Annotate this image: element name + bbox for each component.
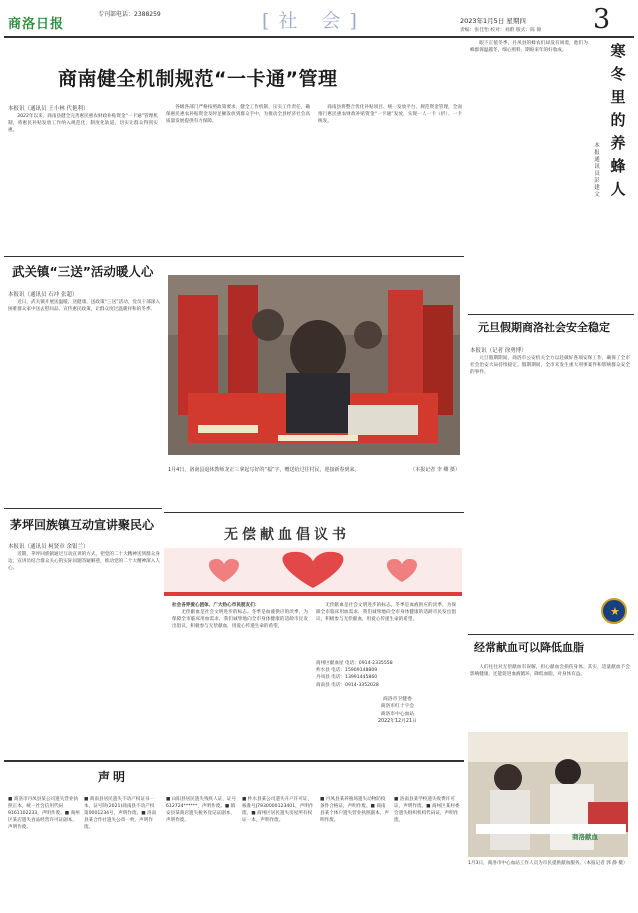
statement-label: 声明	[98, 770, 129, 784]
blood-proposal-paragraph-2: 无偿献血是社会文明进步的标志。冬季是血液供应的淡季，为保障全市临床用血需求，我们诚挚地向全市身体健康的适龄市民发出倡议，积极参与无偿献血，用爱心传递生命的希望。	[316, 603, 456, 623]
news-photo-calligraphy	[168, 275, 460, 455]
signature-org-1: 商洛市卫健委	[383, 697, 412, 702]
newspaper-logo: 商洛日报	[8, 17, 65, 32]
blood-proposal-paragraph: 无偿献血是社会文明进步的标志。冬季是血液供应的淡季，为保障全市临床用血需求，我们诚挚地向全市身体健康的适龄市民发出倡议，积极参与无偿献血，用爱心传递生命的希望。	[172, 610, 308, 630]
statement-column-2: ■ 商南县居民遗失不动产权证书一本，证号陕(2021)商南县不动产权第0001234号，声明作废。■ 洛南县某合作社遗失公章一枚，声明作废。	[84, 797, 157, 830]
department-phone: 专刊部电话：2388259	[98, 11, 161, 18]
blood-contact-item: 柞水县 电话：15909148809	[316, 668, 378, 674]
statement-column-1: ■ 商洛市丹凤县某公司遗失营业执照正本，统一社会信用代码9161102233，声明作废。■ 商州区某店遗失食品经营许可证副本，声明作废。	[8, 797, 80, 830]
lead-paragraph-3: 商南县将整合优化补贴项目、统一发放平台、规范资金管理，全面推行惠民惠农财政补贴资金“一卡通”发放，实现一人一卡（折）、一卡统发。	[318, 105, 462, 125]
page-number: 3	[593, 4, 611, 35]
newspaper-logo-block	[4, 4, 94, 30]
photo-credit: （本报记者 李 卿 摄）	[410, 467, 460, 473]
advice-headline: 经常献血可以降低血脂	[474, 641, 584, 654]
feature-title: 寒冬里的养蜂人	[610, 42, 626, 198]
lead-column-3	[318, 104, 462, 252]
maoping-top-rule	[4, 508, 162, 509]
lead-bottom-rule	[4, 256, 464, 257]
blood-contact-item: 商州区献血屋 电话：0914-2335558	[316, 661, 393, 666]
signature-org-3: 商洛市中心血站	[380, 711, 415, 717]
advice-body	[470, 664, 630, 730]
wuguan-paragraph: 近日，武关镇开展送温暖、送健康、送政策“三送”活动，党员干部深入困难群众家中送去慰问品，宣传惠民政策，让群众度过温暖祥和的冬季。	[8, 300, 160, 313]
blood-donation-photo	[468, 732, 628, 857]
masthead	[0, 0, 638, 38]
wuguan-body	[8, 299, 160, 505]
blood-contact-item: 商南县 电话：0914-3352028	[316, 682, 379, 688]
signature-org-2: 商洛市红十字会	[380, 704, 415, 710]
donation-photo-illustration	[468, 732, 628, 857]
statement-column-6: ■ 洛南县某学校遗失收费许可证，声明作废。■ 商州区某村委会遗失组织机构代码证，声明作废。	[394, 797, 460, 823]
feature-bottom-rule	[468, 314, 634, 315]
advice-top-rule	[468, 634, 634, 635]
feature-body	[470, 40, 588, 310]
signature-date: 2022年12月21日	[378, 719, 417, 725]
feature-paragraph: 眼下正值冬季，丹凤县的蜂农们却没有闲着，他们为蜂群保温越冬，细心照料，期盼来年的好收成。	[470, 41, 588, 54]
blood-contact-item: 丹凤县 电话：13991445860	[316, 675, 378, 681]
photo-caption	[168, 467, 460, 475]
lead-byline: 本报讯（通讯员 王小林 代艳利）	[8, 106, 89, 112]
blood-proposal-body-right	[316, 602, 456, 658]
editor-credits: 责编：张佳怡 校对：刘蔚 版式：陈 锦	[460, 28, 542, 33]
blood-proposal-headline: 无偿献血倡议书	[224, 527, 350, 543]
maoping-byline: 本报讯（通讯员 柯贤章 余银兰）	[8, 544, 89, 550]
statement-column-3: ■ 山阳县居民遗失残疾人证，证号612724******，声明作废。■ 镇安县某商店遗失税务登记证副本，声明作废。	[166, 797, 237, 823]
statement-column-4: ■ 柞水县某公司遗失开户许可证，核准号J7930000123401，声明作废。■ 商州区居民遗失房屋所有权证一本，声明作废。	[242, 797, 314, 823]
police-star-icon: ★	[610, 605, 620, 618]
maoping-paragraph: 近期，茅坪回族镇通过互动宣讲的方式，把党的二十大精神送到群众身边，宣讲员结合群众关心的实际问题答疑解惑，推动党的二十大精神深入人心。	[8, 552, 160, 572]
maoping-body	[8, 551, 160, 729]
statement-top-rule	[4, 760, 464, 762]
yuandan-byline: 本报讯（记者 徐勇博）	[470, 348, 527, 354]
blood-proposal-body-left	[172, 602, 308, 712]
section-title: [社 会]	[262, 10, 366, 32]
blood-donation-proposal	[164, 520, 462, 732]
blood-photo-caption: 1月3日，商洛市中心血站工作人员为市民提供献血服务。（本报记者 郭 静 摄）	[468, 861, 628, 866]
lead-headline: 商南健全机制规范“一卡通”管理	[58, 68, 338, 90]
lead-column-1	[8, 113, 158, 251]
masthead-rule	[4, 36, 634, 38]
maoping-headline: 茅坪回族镇互动宣讲聚民心	[10, 518, 155, 532]
photo-bottom-rule	[164, 512, 464, 513]
blood-contact-list	[316, 660, 456, 689]
blood-proposal-salutation: 社会各界爱心团体、广大热心市民朋友们：	[172, 603, 260, 608]
yuandan-headline: 元旦假期商洛社会安全稳定	[478, 321, 610, 334]
blood-center-watermark: 商洛献血	[572, 833, 598, 841]
heart-banner-illustration	[164, 548, 462, 596]
lead-paragraph-1: 2022年以来，商南县健全完善惠民惠农财政补贴资金“一卡通”管理机制，将惠民补贴发放工作纳入规范化、制度化轨道，切实让群众得到实惠。	[8, 114, 158, 134]
photo-illustration	[168, 275, 460, 455]
feature-byline: 本报通讯员 彭建文	[594, 143, 600, 198]
photo-caption-text: 1月4日，洛南县退休教师龙正三拿起写好的“福”字，赠送给过往村民，迎接新春到来。	[168, 467, 360, 473]
wuguan-byline: 本报讯（通讯员 石冲 张超）	[8, 292, 78, 298]
blood-proposal-banner	[164, 548, 462, 596]
issue-date: 2023年1月5日 星期四	[460, 17, 526, 25]
lead-column-2	[166, 104, 310, 252]
wuguan-headline: 武关镇“三送”活动暖人心	[12, 264, 154, 279]
yuandan-paragraph: 元旦假期期间，商洛市公安机关全力以赴做好各项安保工作，确保了全市社会治安大局持续稳定。假期期间，全市未发生重大刑事案件和影响群众安全的事件。	[470, 356, 630, 376]
yuandan-body	[470, 355, 630, 585]
blood-proposal-signature	[378, 696, 417, 726]
lead-paragraph-2: 各级各部门严格按照政策要求，健全工作机制，压实工作责任，确保惠民惠农补贴资金及时足额发放到群众手中，为推动全县经济社会高质量发展提供有力保障。	[166, 105, 310, 125]
statement-column-5: ■ 丹凤县某养殖场遗失动物防疫条件合格证，声明作废。■ 商南县某个体户遗失营业执照副本，声明作废。	[320, 797, 389, 823]
advice-paragraph: 人们往往对无偿献血有误解，担心献血会损伤身体。其实，适量献血不会影响健康，还能促进血液循环，降低血脂，对身体有益。	[470, 665, 630, 678]
police-emblem	[601, 598, 627, 624]
